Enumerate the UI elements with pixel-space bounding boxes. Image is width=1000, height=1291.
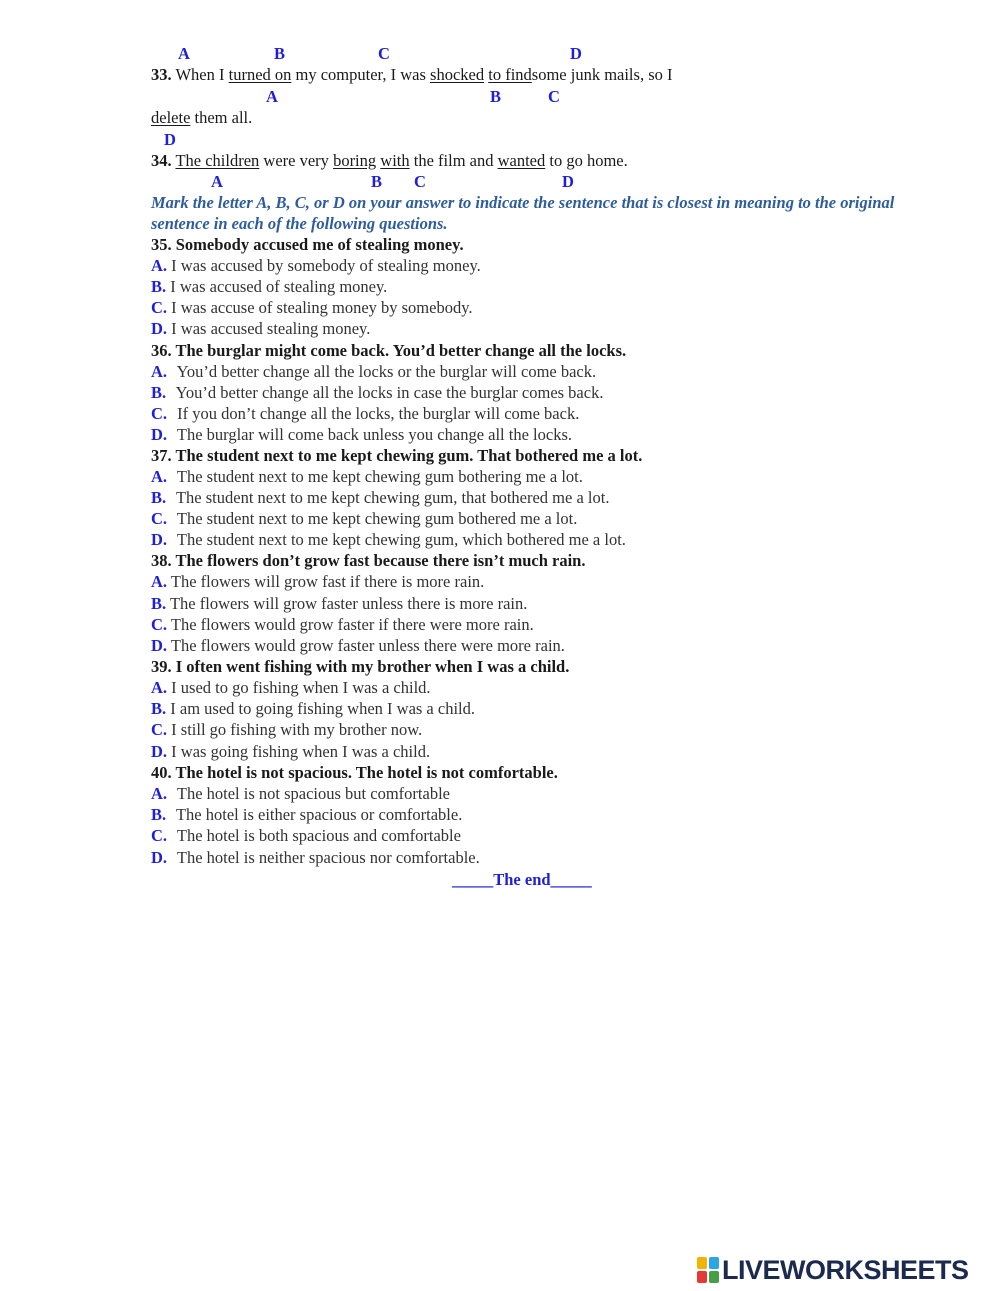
option-letter: B. [151,699,167,718]
option-letter: A. [151,256,168,275]
q37-stem: 37. The student next to me kept chewing gum. That bothered me a lot. [151,446,643,465]
q39-option-a[interactable] [151,678,431,698]
option-text: I was accuse of stealing money by somebody. [171,298,473,317]
q37-option-a[interactable] [151,467,583,487]
section-instruction: Mark the letter A, B, C, or D on your answer to indicate the sentence that is closest in meaning to the original sentence in each of the following questions. [151,193,895,233]
option-text: I am used to going fishing when I was a child. [170,699,475,718]
option-letter: A. [151,572,168,591]
liveworksheets-logo [697,1255,969,1285]
q34-underline-wanted: wanted [497,151,546,170]
q33-sentence-line2 [151,108,252,128]
q33-text2: my computer, I was [295,65,426,84]
q37-option-b[interactable] [151,488,609,508]
q33-underline-delete: delete [151,108,191,127]
option-text: I was going fishing when I was a child. [171,742,431,761]
option-text: If you don’t change all the locks, the burglar will come back. [177,404,580,423]
option-text: The student next to me kept chewing gum, that bothered me a lot. [175,488,610,507]
q34-letter-d: D [562,172,574,191]
q40-option-d[interactable] [151,848,480,868]
option-letter: C. [151,720,168,739]
option-text: The flowers will grow fast if there is more rain. [170,572,485,591]
q34-letter-a: A [211,172,223,191]
option-text: The burglar will come back unless you change all the locks. [176,425,572,444]
option-letter: C. [151,826,168,845]
q34-underline-boring: boring [333,151,377,170]
q33-letter-b: B [274,44,286,63]
q40-option-b[interactable] [151,805,462,825]
q36-option-a[interactable] [151,362,596,382]
q35-option-d[interactable] [151,319,370,339]
q34-underline-the-children: The children [175,151,260,170]
q36-option-d[interactable] [151,425,572,445]
q34-underline-with: with [380,151,410,170]
option-text: I was accused stealing money. [171,319,371,338]
option-text: You’d better change all the locks in case the burglar comes back. [175,383,604,402]
q33-text1: When I [175,65,225,84]
option-text: The flowers would grow faster unless there were more rain. [170,636,565,655]
q33-number: 33. [151,65,172,84]
q33-underline-to-find: to find [488,65,532,84]
option-letter: A. [151,678,168,697]
q33-sentence-line1 [151,65,672,85]
q38-stem: 38. The flowers don’t grow fast because there isn’t much rain. [151,551,586,570]
q39-option-c[interactable] [151,720,422,740]
logo-grid-icon [697,1257,719,1283]
option-letter: C. [151,298,168,317]
option-letter: D. [151,848,168,867]
option-letter: C. [151,615,168,634]
q34-text2: the film and [413,151,494,170]
q38-option-a[interactable] [151,572,484,592]
q38-option-b[interactable] [151,594,527,614]
option-text: I was accused of stealing money. [170,277,388,296]
q37-option-c[interactable] [151,509,577,529]
option-text: The hotel is both spacious and comfortable [176,826,461,845]
q33-underline-turned-on: turned on [228,65,292,84]
q36-stem: 36. The burglar might come back. You’d better change all the locks. [151,341,627,360]
option-text: The hotel is not spacious but comfortable [176,784,450,803]
q39-option-b[interactable] [151,699,475,719]
option-text: The student next to me kept chewing gum bothering me a lot. [176,467,583,486]
option-letter: D. [151,319,168,338]
q34-letter-b-row: B [490,87,502,106]
option-text: I was accused by somebody of stealing money. [171,256,481,275]
q37-option-d[interactable] [151,530,626,550]
option-letter: B. [151,488,167,507]
q33-letter-c: C [378,44,390,63]
option-letter: A. [151,362,168,381]
q34-number: 34. [151,151,172,170]
q33-letter-d: D [570,44,582,63]
option-text: I used to go fishing when I was a child. [171,678,431,697]
q40-option-a[interactable] [151,784,450,804]
q33-letter-d-second: D [164,130,176,149]
option-letter: D. [151,636,168,655]
logo-block-green [709,1271,719,1283]
logo-text: LIVEWORKSHEETS [722,1254,969,1285]
option-text: The student next to me kept chewing gum bothered me a lot. [176,509,578,528]
option-letter: A. [151,784,168,803]
q34-letter-c: C [414,172,426,191]
q39-option-d[interactable] [151,742,430,762]
option-letter: B. [151,383,167,402]
option-letter: C. [151,404,168,423]
q35-option-a[interactable] [151,256,481,276]
option-text: The hotel is neither spacious nor comfortable. [176,848,480,867]
option-letter: D. [151,742,168,761]
q34-letter-c-row: C [548,87,560,106]
q38-option-c[interactable] [151,615,534,635]
q39-stem: 39. I often went fishing with my brother when I was a child. [151,657,570,676]
q35-stem: 35. Somebody accused me of stealing money. [151,235,464,254]
logo-block-blue [709,1257,719,1269]
q40-stem: 40. The hotel is not spacious. The hotel is not comfortable. [151,763,558,782]
q34-letter-b: B [371,172,383,191]
q35-option-b[interactable] [151,277,387,297]
q34-sentence [151,151,628,171]
q36-option-b[interactable] [151,383,603,403]
option-text: The hotel is either spacious or comfortable. [175,805,463,824]
q36-option-c[interactable] [151,404,579,424]
q35-option-c[interactable] [151,298,473,318]
option-text: The flowers would grow faster if there were more rain. [170,615,534,634]
q34-letter-a-row: A [266,87,278,106]
option-letter: D. [151,425,168,444]
the-end-marker: _____The end_____ [452,870,592,889]
option-letter: A. [151,467,168,486]
option-letter: D. [151,530,168,549]
q33-text3: some junk mails, so I [531,65,673,84]
option-letter: B. [151,805,167,824]
option-text: You’d better change all the locks or the burglar will come back. [176,362,597,381]
q33-text4: them all. [194,108,253,127]
q38-option-d[interactable] [151,636,565,656]
q33-letter-a: A [178,44,190,63]
q34-text3: to go home. [549,151,628,170]
option-letter: B. [151,277,167,296]
option-letter: B. [151,594,167,613]
option-text: The student next to me kept chewing gum, which bothered me a lot. [176,530,626,549]
option-letter: C. [151,509,168,528]
q33-underline-shocked: shocked [430,65,485,84]
option-text: The flowers will grow faster unless there is more rain. [169,594,528,613]
logo-block-red [697,1271,707,1283]
logo-block-yellow [697,1257,707,1269]
q40-option-c[interactable] [151,826,461,846]
option-text: I still go fishing with my brother now. [171,720,423,739]
q34-text1: were very [263,151,329,170]
